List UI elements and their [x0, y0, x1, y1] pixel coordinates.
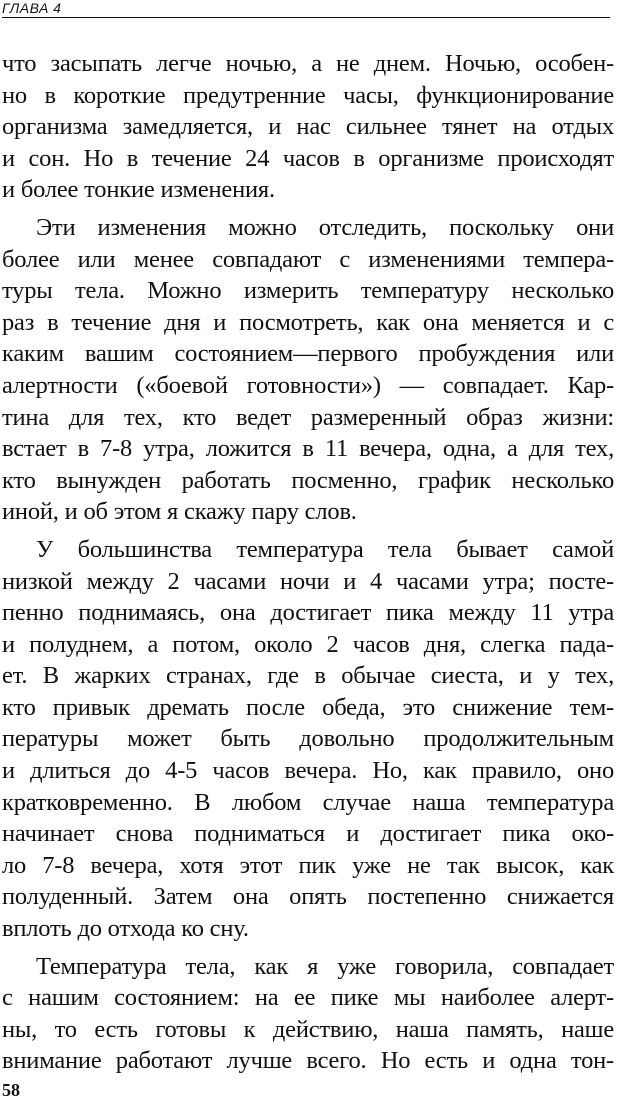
text-line: иной, и об этом я скажу пару слов.	[2, 498, 357, 526]
text-line: полуденный. Затем она опять постепенно снижается	[2, 883, 614, 911]
text-line: раз в течение дня и посмотреть, как она меняется и с	[2, 308, 614, 336]
text-line: внимание работают лучше всего. Но есть и одна тон-	[2, 1047, 614, 1075]
text-line: с нашим состоянием: на ее пике мы наиболее алерт-	[2, 984, 614, 1012]
text-line: ло 7-8 вечера, хотя этот пик уже не так высок, как	[2, 851, 614, 879]
text-line: организма замедляется, и нас сильнее тянет на отдых	[2, 113, 614, 141]
text-line: пературы может быть довольно продолжительным	[2, 725, 614, 753]
running-header	[2, 0, 610, 18]
paragraph	[2, 951, 614, 1077]
chapter-label: ГЛАВА 4	[2, 0, 62, 16]
text-line: пенно поднимаясь, она достигает пика между 11 утра	[2, 599, 614, 627]
text-line: начинает снова подниматься и достигает пика око-	[2, 820, 614, 848]
text-line: ны, то есть готовы к действию, наша память, наше	[2, 1015, 614, 1043]
text-line: что засыпать легче ночью, а не днем. Ночью, особен-	[2, 50, 614, 77]
paragraph	[2, 48, 614, 206]
page-number: 58	[2, 1080, 20, 1100]
text-line: низкой между 2 часами ночи и 4 часами утра; посте-	[2, 567, 614, 595]
text-line: Эти изменения можно отследить, поскольку они	[36, 213, 614, 241]
text-line: вплоть до отхода ко сну.	[2, 915, 249, 943]
text-line: и полуднем, а потом, около 2 часов дня, слегка пада-	[2, 630, 614, 658]
text-line: более или менее совпадают с изменениями темпера-	[2, 245, 614, 273]
text-line: тина для тех, кто ведет размеренный образ жизни:	[2, 403, 614, 431]
paragraph	[2, 534, 614, 945]
text-line: алертности («боевой готовности») — совпадает. Кар-	[2, 371, 614, 399]
text-line: туры тела. Можно измерить температуру несколько	[2, 277, 614, 305]
paragraph	[2, 212, 614, 528]
text-line: кратковременно. В любом случае наша температура	[2, 788, 614, 816]
text-line: встает в 7-8 утра, ложится в 11 вечера, одна, а для тех,	[2, 435, 614, 463]
text-line: и сон. Но в течение 24 часов в организме происходят	[2, 144, 614, 172]
text-line: ет. В жарких странах, где в обычае сиеста, и у тех,	[2, 662, 614, 690]
text-line: каким вашим состоянием—первого пробуждения или	[2, 340, 614, 368]
text-line: и более тонкие изменения.	[2, 176, 275, 204]
text-line: Температура тела, как я уже говорила, совпадает	[36, 952, 614, 980]
text-line: кто вынужден работать посменно, график несколько	[2, 466, 614, 494]
body-text	[2, 48, 614, 1083]
text-line: и длиться до 4-5 часов вечера. Но, как правило, оно	[2, 757, 614, 785]
text-line: но в короткие предутренние часы, функционирование	[2, 81, 614, 109]
text-line: У большинства температура тела бывает самой	[36, 535, 614, 563]
text-line: кто привык дремать после обеда, это снижение тем-	[2, 693, 614, 721]
